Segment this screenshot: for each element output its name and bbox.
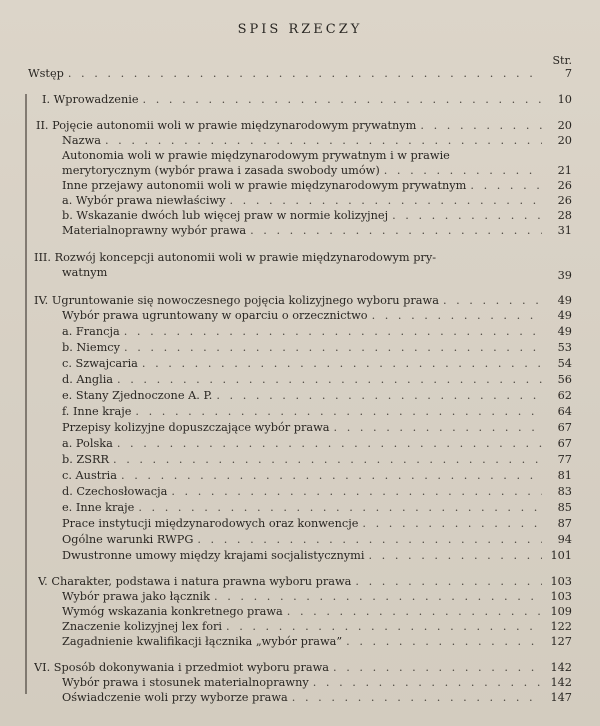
toc-entry: Prace instytucji międzynarodowych oraz konwencje . . . 87	[62, 516, 572, 531]
toc-entry: Ogólne warunki RWPG . . . 94	[62, 532, 572, 547]
toc-entry-line: Autonomia woli w prawie międzynarodowym prywatnym i w prawie	[62, 149, 450, 162]
toc-entry: Inne przejawy autonomii woli w prawie międzynarodowym prywatnym . . . 26	[62, 178, 572, 193]
toc-entry: Nazwa . . . 20	[62, 133, 572, 148]
toc-entry: d. Anglia . . . 56	[62, 372, 572, 387]
toc-entry: d. Czechosłowacja . . . 83	[62, 484, 572, 499]
page-title: SPIS RZECZY	[237, 22, 363, 37]
toc-entry-chapter-2: II. Pojęcie autonomii woli w prawie międzynarodowym prywatnym . . . 20	[36, 118, 572, 133]
toc-entry-chapter-3-line: III. Rozwój koncepcji autonomii woli w prawie międzynarodowym pry-	[34, 251, 437, 264]
toc-entry-chapter-1: I. Wprowadzenie . . . 10	[42, 92, 572, 107]
page-number: 39	[557, 269, 572, 282]
toc-entry: c. Szwajcaria . . . 54	[62, 356, 572, 371]
toc-entry: c. Austria . . . 81	[62, 468, 572, 483]
toc-entry: merytorycznym (wybór prawa i zasada swobody umów) . . . 21	[62, 163, 572, 178]
toc-entry: Dwustronne umowy między krajami socjalistycznymi . . . 101	[62, 548, 572, 563]
page-column-label: Str.	[552, 54, 572, 67]
toc-entry: a. Polska . . . 67	[62, 436, 572, 451]
toc-entry: Przepisy kolizyjne dopuszczające wybór prawa . . . 67	[62, 420, 572, 435]
toc-entry: Zagadnienie kwalifikacji łącznika „wybór prawa” . . . 127	[62, 634, 572, 649]
toc-entry-chapter-3-line: watnym	[62, 266, 108, 279]
toc-entry: e. Inne kraje . . . 85	[62, 500, 572, 515]
toc-entry: b. Wskazanie dwóch lub więcej praw w normie kolizyjnej . . . 28	[62, 208, 572, 223]
toc-entry: Wybór prawa i stosunek materialnoprawny . . . 142	[62, 675, 572, 690]
toc-entry-wstep: Wstęp . . . 7	[28, 66, 572, 81]
toc-entry: f. Inne kraje . . . 64	[62, 404, 572, 419]
toc-entry: Wymóg wskazania konkretnego prawa . . . 109	[62, 604, 572, 619]
toc-entry: Znaczenie kolizyjnej lex fori . . . 122	[62, 619, 572, 634]
toc-entry: Wybór prawa ugruntowany w oparciu o orzecznictwo . . . 49	[62, 308, 572, 323]
toc-entry: b. ZSRR . . . 77	[62, 452, 572, 467]
toc-entry: Materialnoprawny wybór prawa . . . 31	[62, 223, 572, 238]
toc-entry-chapter-5: V. Charakter, podstawa i natura prawna wyboru prawa . . . 103	[38, 574, 572, 589]
toc-entry: Oświadczenie woli przy wyborze prawa . . . 147	[62, 690, 572, 705]
margin-line	[25, 94, 27, 694]
toc-entry: b. Niemcy . . . 53	[62, 340, 572, 355]
toc-entry-chapter-6: VI. Sposób dokonywania i przedmiot wyboru prawa . . . 142	[34, 660, 572, 675]
toc-entry: a. Francja . . . 49	[62, 324, 572, 339]
toc-entry-chapter-4: IV. Ugruntowanie się nowoczesnego pojęcia kolizyjnego wyboru prawa . . . 49	[34, 293, 572, 308]
toc-entry: Wybór prawa jako łącznik . . . 103	[62, 589, 572, 604]
toc-entry: e. Stany Zjednoczone A. P. . . . 62	[62, 388, 572, 403]
toc-entry: a. Wybór prawa niewłaściwy . . . 26	[62, 193, 572, 208]
